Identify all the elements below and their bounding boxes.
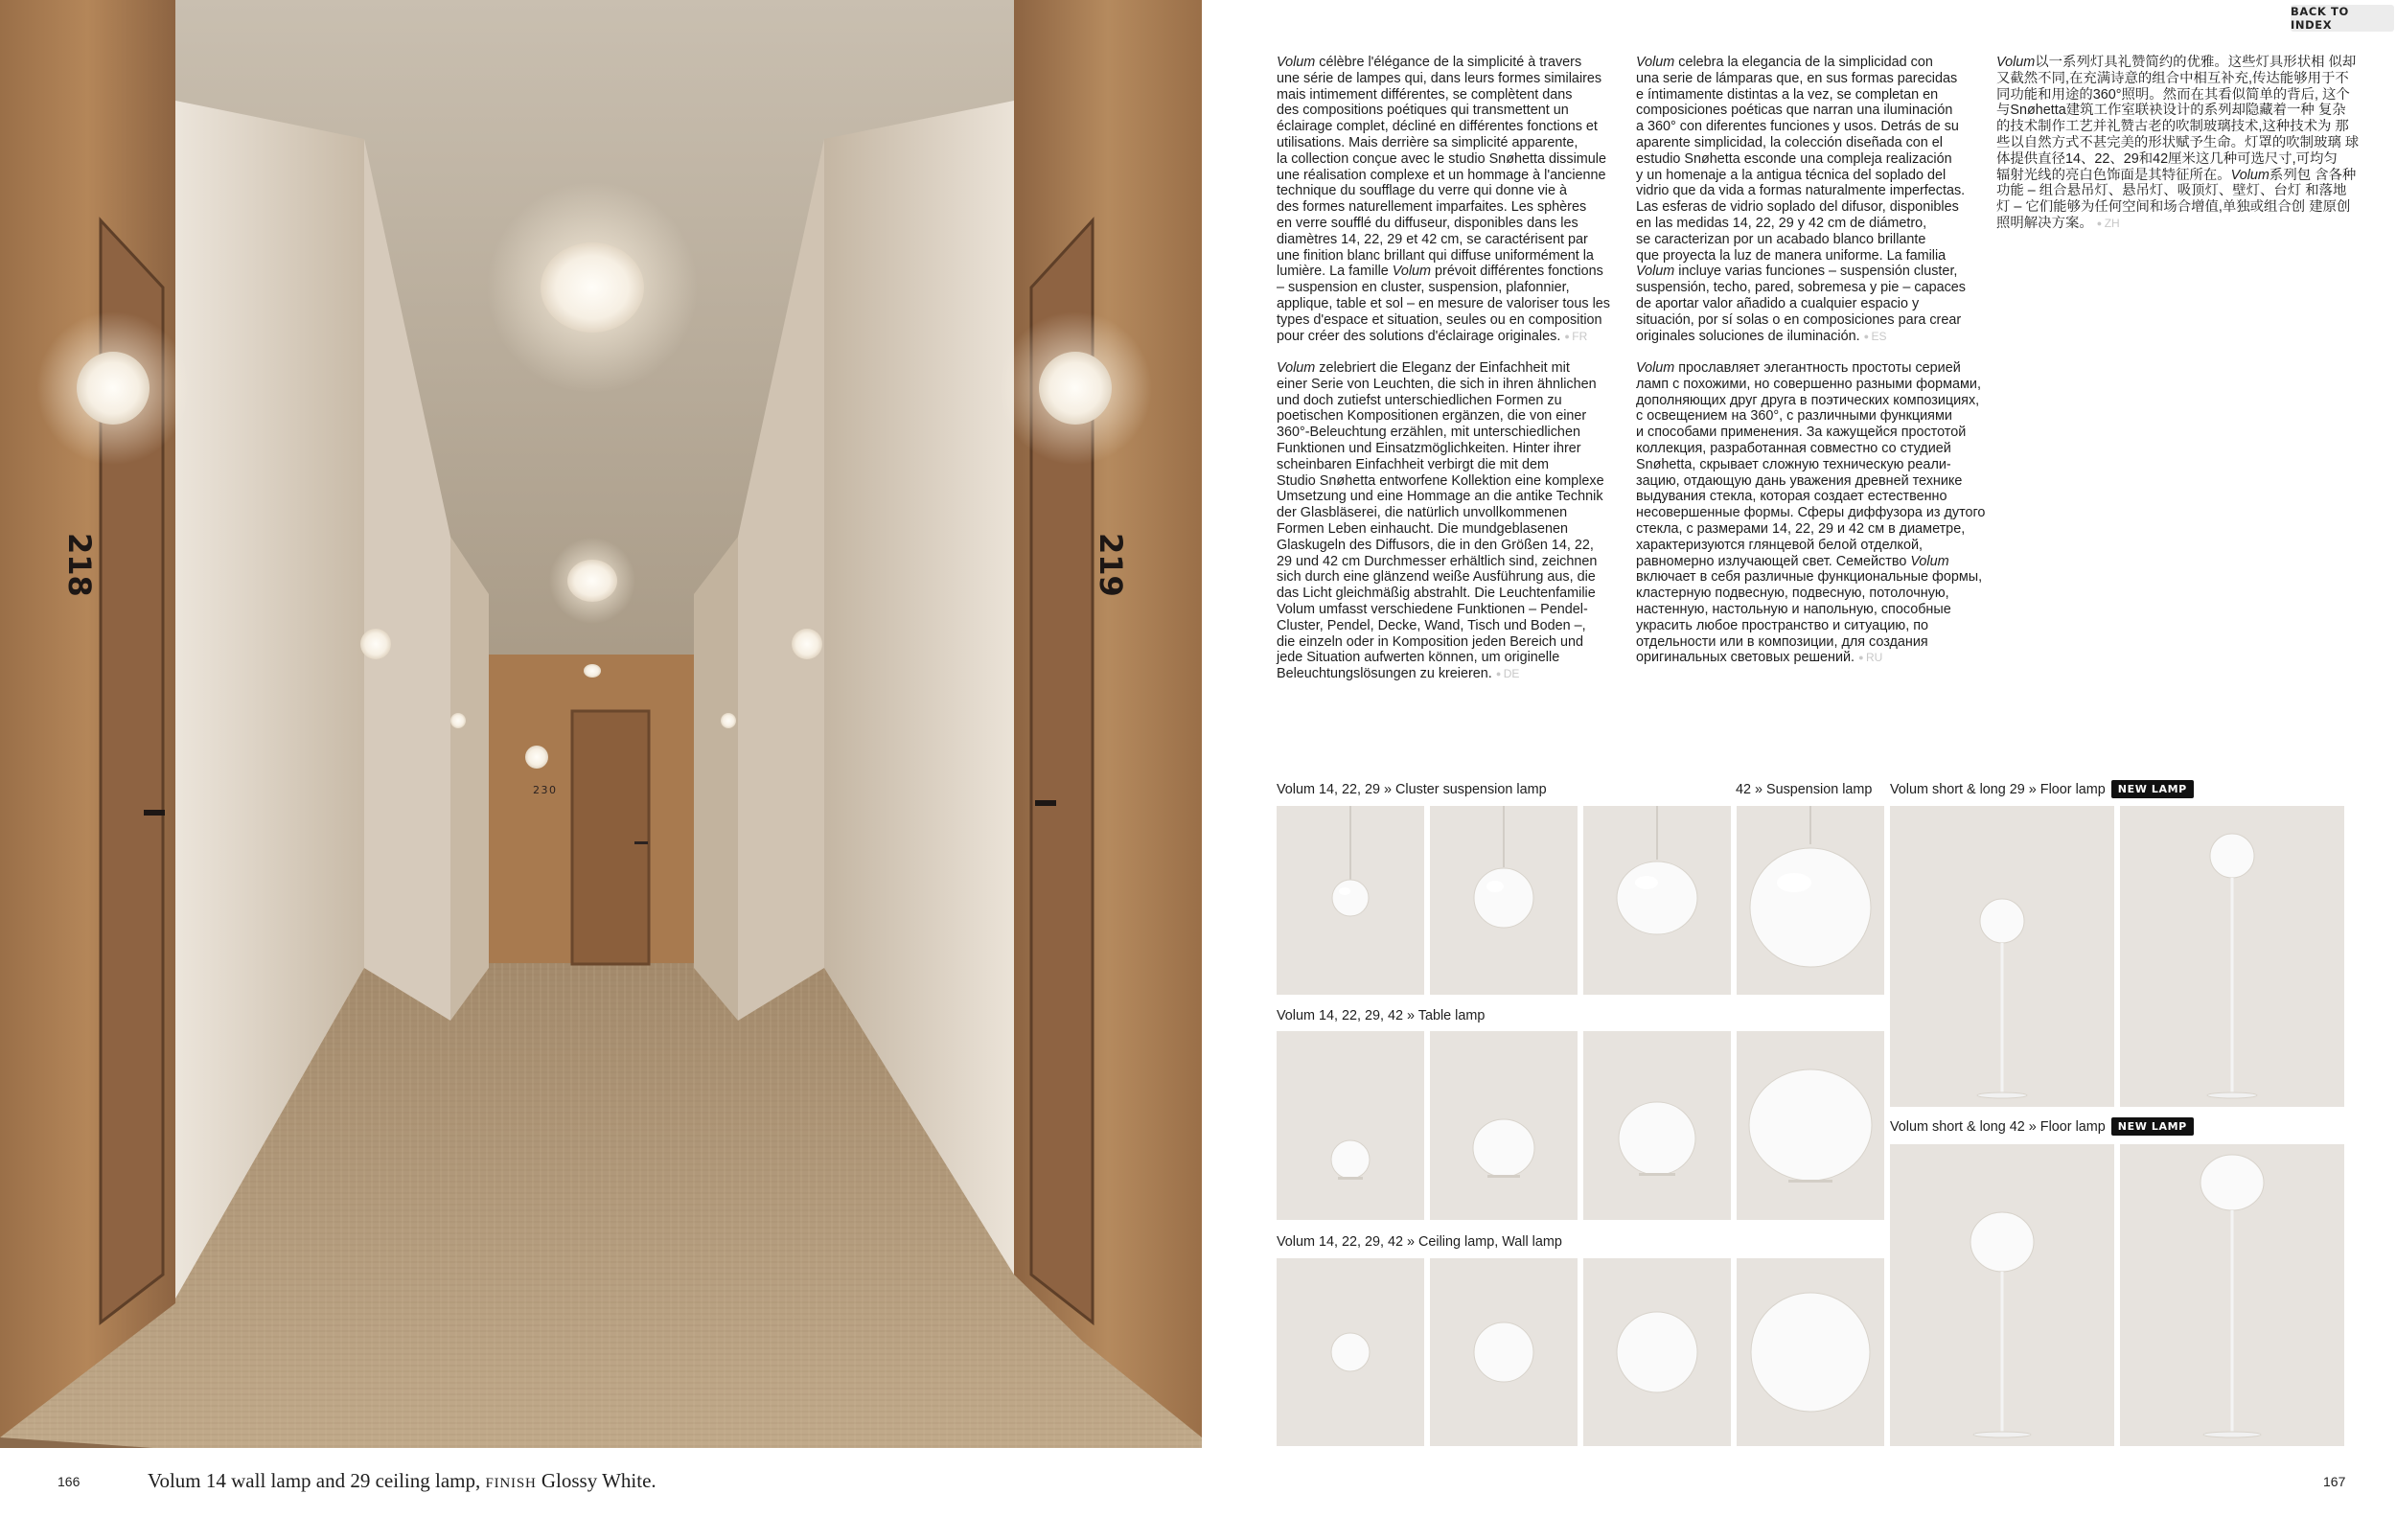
back-to-index-button[interactable]: BACK TO INDEX bbox=[2291, 5, 2394, 32]
product-tile-floor-short-42[interactable] bbox=[1890, 1144, 2114, 1446]
caption-finish-value: Glossy White. bbox=[541, 1469, 657, 1492]
language-tag-de: ● DE bbox=[1496, 667, 1520, 680]
product-tile-floor-long-29[interactable] bbox=[2120, 806, 2344, 1107]
floor42-label-row bbox=[1890, 1117, 2194, 1136]
product-tile-table-29[interactable] bbox=[1583, 1031, 1731, 1220]
pendant-lamp-icon bbox=[1430, 806, 1578, 995]
ceiling-lamp-icon bbox=[1430, 1258, 1578, 1446]
floor-lamp-icon bbox=[2120, 806, 2344, 1107]
description-zh-body: 以一系列灯具礼赞简约的优雅。这些灯具形状相 似却 又截然不同,在充满诗意的组合中相互补充,传达能够用于不 同功能和用途的360°照明。然而在其看似简单的背后, 这个 与Snøhetta建筑工作室联袂设计的系列却隐藏着一种 复杂 的技术制作工艺并礼赞古老的吹制玻璃技术,这种技术为 那 些以自然方式不甚完美的形状赋予生命。灯罩的吹制玻璃 球 体提供直径14、22、29和42厘米这几种可选尺寸,可均匀 辐射光线的亮白色饰面是其特征所在。 bbox=[1996, 55, 2360, 183]
table-lamp-icon bbox=[1737, 1031, 1884, 1220]
language-tag-es: ● ES bbox=[1864, 330, 1887, 343]
pendant-lamp-icon bbox=[1583, 806, 1731, 995]
description-es-tail: incluye varias funciones – suspensión cluster, suspensión, techo, pared, sobremesa y pie – capaces de aportar valor añadido a cualquier espacio y situación, por sí solas o en composiciones para crear originales soluciones de iluminación. bbox=[1636, 264, 1966, 344]
language-tag-zh: ● ZH bbox=[2097, 217, 2120, 230]
suspension-label: 42 » Suspension lamp bbox=[1736, 782, 1873, 797]
brand-name: Volum bbox=[1392, 264, 1432, 280]
caption-text: Volum 14 wall lamp and 29 ceiling lamp, bbox=[148, 1469, 481, 1492]
corridor-photo bbox=[0, 0, 1202, 1448]
description-de bbox=[1277, 360, 1645, 682]
ceiling-lamp-icon bbox=[1583, 1258, 1731, 1446]
left-door-number: 218 bbox=[61, 533, 98, 597]
brand-name: Volum bbox=[1277, 55, 1316, 70]
product-tile-cluster-29[interactable] bbox=[1583, 806, 1731, 995]
pendant-lamp-icon bbox=[1277, 806, 1424, 995]
description-de-body: zelebriert die Eleganz der Einfachheit mit einer Serie von Leuchten, die sich in ihren ähnlichen und doch zutiefst unterschiedlichen Formen zu poetischen Kompositionen ergänzen, die von einer 360°-Beleuchtung erzählen, mit unterschiedlichen Funktionen und Einsatzmöglichkeiten. Hinter ihrer scheinbaren Einfachheit verbirgt die mit dem Studio Snøhetta entworfene Kollektion eine komplexe Umsetzung und eine Hommage an die antike Technik der Glasbläserei, die natürlich unvollkommenen Formen Leben einhaucht. Die mundgeblasenen Glaskugeln des Diffusors, die in den Größen 14, 22, 29 und 42 cm Durchmesser erhältlich sind, zeichnen sich durch eine glänzend weiße Ausführung aus, die das Licht gleichmäßig abstrahlt. Die Leuchtenfamilie Volum umfasst verschiedene Funktionen – Pendel- Cluster, Pendel, Decke, Wand, Tisch und Boden –, die einzeln oder in Komposition jeden Bereich und jede Situation aufwerten können, um originelle Beleuchtungslösungen zu kreieren. bbox=[1277, 360, 1604, 682]
pendant-lamp-icon bbox=[1737, 806, 1884, 995]
caption-finish-label: finish bbox=[485, 1469, 537, 1492]
product-tile-table-42[interactable] bbox=[1737, 1031, 1884, 1220]
description-fr bbox=[1277, 55, 1645, 344]
new-lamp-badge: NEW LAMP bbox=[2111, 780, 2194, 798]
corridor-illustration bbox=[0, 0, 1202, 1448]
product-tile-floor-short-29[interactable] bbox=[1890, 806, 2114, 1107]
description-fr-tail: prévoit différentes fonctions – suspension en cluster, suspension, plafonnier, applique, table et sol – en mesure de valoriser tous les types d'espace et situation, seules ou en composition pour créer des solutions d'éclairage originales. bbox=[1277, 264, 1610, 344]
brand-name: Volum bbox=[2230, 167, 2269, 183]
description-zh-tail: 系列包 含各种 功能 – 组合悬吊灯、悬吊灯、吸顶灯、壁灯、台灯 和落地 灯 – 它们能够为任何空间和场合增值,单独或组合创 建原创 照明解决方案。 bbox=[1996, 167, 2357, 231]
floor42-label: Volum short & long 42 » Floor lamp bbox=[1890, 1119, 2106, 1135]
brand-name: Volum bbox=[1636, 360, 1675, 376]
description-ru bbox=[1636, 360, 2010, 666]
floor-lamp-icon bbox=[1890, 1144, 2114, 1446]
brand-name: Volum bbox=[1636, 55, 1675, 70]
table-lamp-label: Volum 14, 22, 29, 42 » Table lamp bbox=[1277, 1008, 1486, 1023]
table-lamp-icon bbox=[1583, 1031, 1731, 1220]
ceiling-lamp-icon bbox=[1277, 1258, 1424, 1446]
description-ru-tail: включает в себя различные функциональные формы, кластерную подвесную, подвесную, потолочную, настенную, настольную и напольную, способные украсить любое пространство и ситуацию, по отдельности или в композиции, для создания оригинальных световых решений. bbox=[1636, 569, 1983, 666]
floor-lamp-icon bbox=[2120, 1144, 2344, 1446]
description-es-body: celebra la elegancia de la simplicidad con una serie de lámparas que, en sus formas parecidas e íntimamente distintas a la vez, se completan en composiciones poéticas que narran una iluminación a 360° con diferentes funciones y usos. Detrás de su aparente simplicidad, la colección diseñada con el estudio Snøhetta esconde una compleja realización y un homenaje a la antigua técnica del soplado del vidrio que da vida a formas naturalmente imperfectas. Las esferas de vidrio soplado del difusor, disponibles en las medidas 14, 22, 29 y 42 cm de diámetro, se caracterizan por un acabado blanco brillante que proyecta la luz de manera uniforme. La familia bbox=[1636, 55, 1966, 264]
product-tile-ceiling-29[interactable] bbox=[1583, 1258, 1731, 1446]
photo-caption bbox=[148, 1469, 657, 1493]
brand-name: Volum bbox=[1636, 264, 1675, 280]
description-ru-body: прославляет элегантность простоты серией ламп с похожими, но совершенно разными формами, дополняющих друг друга в поэтических композициях, с освещением на 360°, с различными функциями и способами применения. За кажущейся простотой коллекция, разработанная совместно со студией Snøhetta, скрывает сложную техническую реали- зацию, отдающую дань уважения древней технике выдувания стекла, которая создает естественно несовершенные формы. Сферы диффузора из дутого стекла, с размерами 14, 22, 29 и 42 см в диаметре, характеризуются глянцевой белой отделкой, равномерно излучающей свет. Семейство bbox=[1636, 360, 1986, 569]
cluster-suspension-label: Volum 14, 22, 29 » Cluster suspension lamp bbox=[1277, 782, 1547, 797]
page-number-right: 167 bbox=[2323, 1474, 2346, 1489]
right-door-number: 219 bbox=[1093, 533, 1129, 597]
description-fr-body: célèbre l'élégance de la simplicité à travers une série de lampes qui, dans leurs formes similaires mais intimement différentes, se complètent dans des compositions poétiques qui transmettent un éclairage complet, décliné en différentes fonctions et utilisations. Mais derrière sa simplicité apparente, la collection conçue avec le studio Snøhetta dissimule une réalisation complexe et un hommage à l'ancienne technique du soufflage du verre qui donne vie à des formes naturellement imparfaites. Les sphères en verre soufflé du diffuseur, disponibles dans les diamètres 14, 22, 29 et 42 cm, se caractérisent par une finition blanc brillant qui diffuse uniformément la lumière. La famille bbox=[1277, 55, 1606, 280]
product-tile-ceiling-22[interactable] bbox=[1430, 1258, 1578, 1446]
product-tile-table-14[interactable] bbox=[1277, 1031, 1424, 1220]
table-lamp-icon bbox=[1430, 1031, 1578, 1220]
language-tag-ru: ● RU bbox=[1858, 651, 1882, 664]
ceiling-wall-lamp-label: Volum 14, 22, 29, 42 » Ceiling lamp, Wall lamp bbox=[1277, 1234, 1562, 1250]
product-tile-cluster-14[interactable] bbox=[1277, 806, 1424, 995]
page-number-left: 166 bbox=[58, 1474, 81, 1489]
language-tag-fr: ● FR bbox=[1564, 330, 1587, 343]
description-zh bbox=[1996, 55, 2380, 232]
product-tile-suspension-42[interactable] bbox=[1737, 806, 1884, 995]
end-door-number: 230 bbox=[533, 784, 558, 796]
table-lamp-icon bbox=[1277, 1031, 1424, 1220]
new-lamp-badge: NEW LAMP bbox=[2111, 1117, 2194, 1136]
ceiling-lamp-icon bbox=[1737, 1258, 1884, 1446]
brand-name: Volum bbox=[1996, 55, 2036, 70]
brand-name: Volum bbox=[1277, 360, 1316, 376]
floor29-label: Volum short & long 29 » Floor lamp bbox=[1890, 782, 2106, 797]
product-tile-ceiling-42[interactable] bbox=[1737, 1258, 1884, 1446]
floor-lamp-icon bbox=[1890, 806, 2114, 1107]
product-tile-cluster-22[interactable] bbox=[1430, 806, 1578, 995]
floor29-label-row bbox=[1890, 780, 2194, 798]
brand-name: Volum bbox=[1910, 553, 1949, 569]
product-tile-table-22[interactable] bbox=[1430, 1031, 1578, 1220]
product-tile-ceiling-14[interactable] bbox=[1277, 1258, 1424, 1446]
product-tile-floor-long-42[interactable] bbox=[2120, 1144, 2344, 1446]
description-es bbox=[1636, 55, 2004, 344]
